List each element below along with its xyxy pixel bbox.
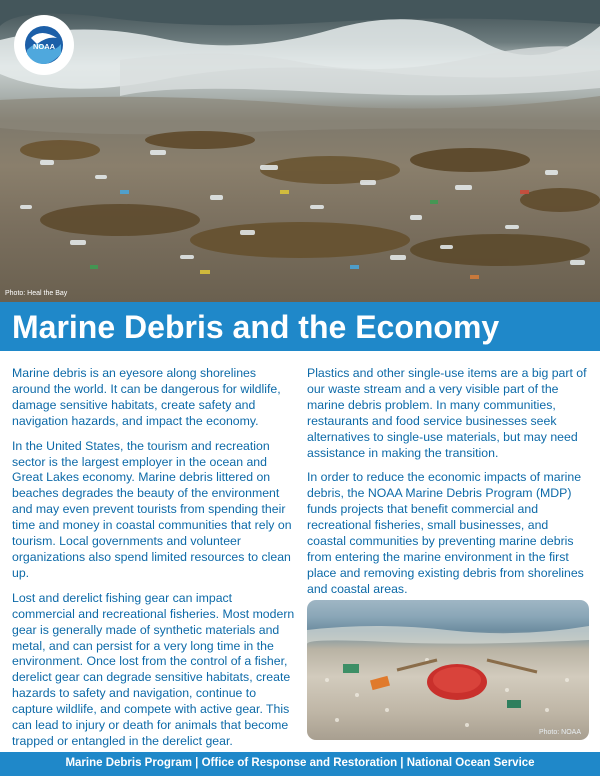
noaa-logo bbox=[13, 14, 75, 76]
photo-credit: Photo: NOAA bbox=[538, 729, 581, 736]
beach-plastic-photo bbox=[307, 600, 589, 740]
paragraph: In order to reduce the economic impacts of marine debris, the NOAA Marine Debris Program (MDP) funds projects that benefit commercial and recreational fisheries, small businesses, and coastal communities by preventing marine debris from entering the marine environment in the first place and removing existing debris from shorelines and coastal areas. bbox=[307, 470, 584, 596]
svg-text:NOAA: NOAA bbox=[32, 42, 56, 51]
footer-text: Marine Debris Program | Office of Response and Restoration | National Ocean Service bbox=[65, 757, 535, 769]
title-bar bbox=[0, 302, 600, 351]
paragraph: Marine debris is an eyesore along shorelines around the world. It can be dangerous for wildlife, damage sensitive habitats, create safety and navigation hazards, and impact the economy. bbox=[12, 366, 281, 428]
page-title: Marine Debris and the Economy bbox=[12, 309, 500, 345]
beach-debris-illustration bbox=[0, 0, 600, 302]
paragraph: In the United States, the tourism and recreation sector is the largest employer in the ocean and Great Lakes economy. Marine debris littered on beaches degrades the beauty of the environment and may even prevent tourists from spending their time and money in coastal communities that rely on tourism. Local governments and volunteer organizations also spend limited resources to clean up. bbox=[12, 438, 292, 580]
paragraph: Lost and derelict fishing gear can impact commercial and recreational fisheries. Most modern gear is generally made of synthetic materials and metal, and can persist for a very long time in the environment. Once lost from the control of a fisher, derelict gear can degrade sensitive habitats, create hazards to safety and navigation, continue to capture wildlife, and compete with active gear. This can lead to injury or death for animals that become trapped or entangled in the derelict gear. bbox=[12, 590, 295, 748]
photo-credit: Photo: Heal the Bay bbox=[5, 290, 68, 297]
left-column bbox=[12, 366, 296, 759]
plastic-debris-illustration bbox=[307, 600, 589, 740]
right-column bbox=[307, 366, 589, 607]
paragraph: Plastics and other single-use items are a big part of our waste stream and a very visible part of the marine debris problem. In many communities, restaurants and food service businesses seek alternatives to single-use materials, but may need assistance in making the transition. bbox=[307, 366, 587, 460]
footer-bar bbox=[0, 752, 600, 776]
hero-photo bbox=[0, 0, 600, 302]
